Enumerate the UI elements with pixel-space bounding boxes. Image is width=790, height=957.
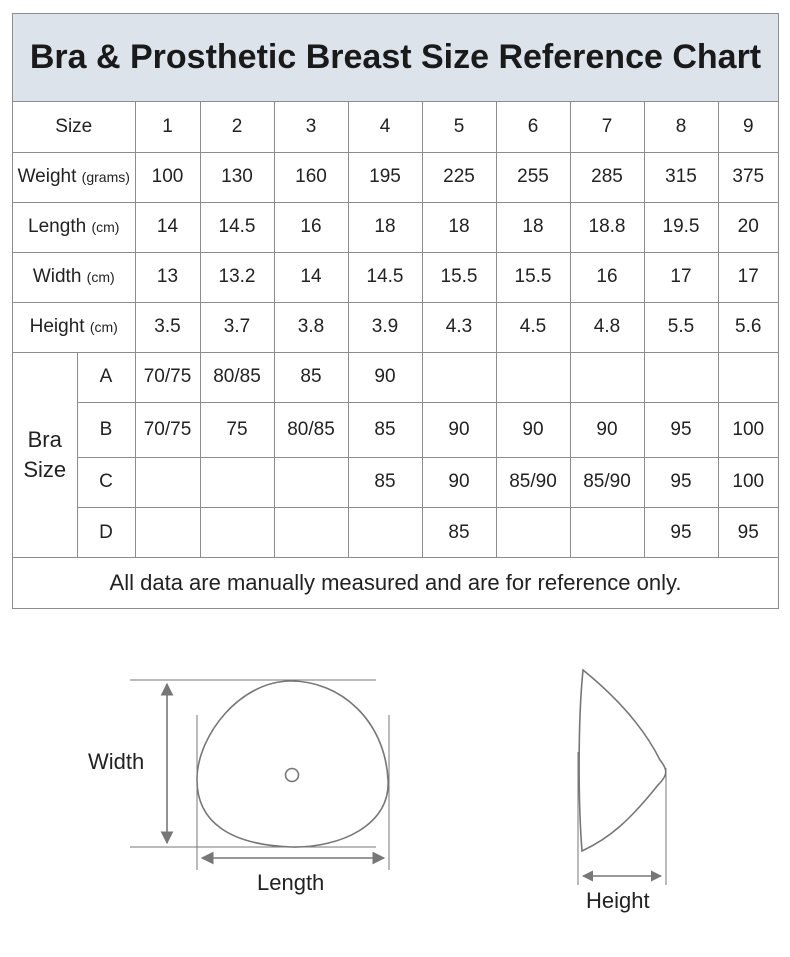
table-cell: 100	[718, 402, 778, 457]
table-cell: 20	[718, 202, 778, 252]
length-label: Length	[257, 870, 325, 895]
table-cell: 95	[644, 457, 718, 507]
height-label: Height	[586, 888, 650, 913]
table-cell: 95	[644, 402, 718, 457]
table-cell: 195	[348, 152, 422, 202]
table-cell: 70/75	[135, 402, 200, 457]
cup-label: A	[77, 352, 135, 402]
table-cell: 16	[570, 252, 644, 302]
table-cell: 5.6	[718, 302, 778, 352]
table-cell: 14.5	[200, 202, 274, 252]
table-cell: 18	[496, 202, 570, 252]
size-header-cell: 1	[135, 102, 200, 152]
prosthesis-side-outline	[579, 670, 666, 851]
table-cell: 90	[422, 457, 496, 507]
size-header-cell: 3	[274, 102, 348, 152]
row-unit-text: (cm)	[91, 219, 120, 235]
table-cell: 85/90	[570, 457, 644, 507]
table-cell: 3.9	[348, 302, 422, 352]
table-cell: 95	[718, 507, 778, 558]
table-cell: 15.5	[496, 252, 570, 302]
cup-label: C	[77, 457, 135, 507]
size-header-cell: 2	[200, 102, 274, 152]
size-header-cell: 9	[718, 102, 778, 152]
table-cell: 70/75	[135, 352, 200, 402]
table-cell: 4.3	[422, 302, 496, 352]
table-cell: 18.8	[570, 202, 644, 252]
table-cell: 100	[135, 152, 200, 202]
table-cell: 160	[274, 152, 348, 202]
table-cell: 19.5	[644, 202, 718, 252]
row-label-text: Width	[32, 266, 82, 287]
size-header-cell: 7	[570, 102, 644, 152]
table-cell: 90	[570, 402, 644, 457]
table-cell: 18	[348, 202, 422, 252]
table-cell: 255	[496, 152, 570, 202]
table-cell: 375	[718, 152, 778, 202]
table-cell: 17	[644, 252, 718, 302]
table-cell: 4.5	[496, 302, 570, 352]
footnote: All data are manually measured and are for reference only.	[13, 557, 778, 608]
table-cell: 18	[422, 202, 496, 252]
chart-title: Bra & Prosthetic Breast Size Reference Chart	[29, 38, 762, 76]
table-cell: 5.5	[644, 302, 718, 352]
front-view-diagram	[130, 680, 389, 870]
size-header-cell: 5	[422, 102, 496, 152]
bra-size-label-line2: Size	[23, 457, 67, 482]
table-cell: 16	[274, 202, 348, 252]
table-cell: 85	[274, 352, 348, 402]
cup-label: B	[77, 402, 135, 457]
table-cell: 4.8	[570, 302, 644, 352]
row-label-text: Height	[29, 316, 85, 337]
row-unit-text: (grams)	[81, 169, 130, 185]
table-cell: 85	[348, 402, 422, 457]
table-cell: 85	[422, 507, 496, 558]
table-cell: 13.2	[200, 252, 274, 302]
size-row-label: Size	[13, 102, 135, 152]
row-label-text: Weight	[17, 166, 77, 187]
table-cell: 3.7	[200, 302, 274, 352]
width-label: Width	[88, 749, 145, 774]
table-cell: 285	[570, 152, 644, 202]
table-cell: 225	[422, 152, 496, 202]
table-cell: 315	[644, 152, 718, 202]
size-header-cell: 6	[496, 102, 570, 152]
table-cell: 17	[718, 252, 778, 302]
size-header-cell: 8	[644, 102, 718, 152]
row-label-text: Length	[28, 216, 87, 237]
cup-label: D	[77, 507, 135, 558]
row-unit-text: (cm)	[86, 269, 115, 285]
bra-size-label-line1: Bra	[27, 427, 62, 452]
size-header-cell: 4	[348, 102, 422, 152]
table-cell: 90	[348, 352, 422, 402]
table-cell: 90	[496, 402, 570, 457]
prosthesis-front-outline	[197, 681, 388, 847]
table-cell: 100	[718, 457, 778, 507]
table-cell: 85/90	[496, 457, 570, 507]
row-unit-text: (cm)	[89, 319, 118, 335]
table-cell: 75	[200, 402, 274, 457]
table-cell: 13	[135, 252, 200, 302]
table-cell: 130	[200, 152, 274, 202]
table-cell: 80/85	[274, 402, 348, 457]
table-cell: 15.5	[422, 252, 496, 302]
table-cell: 14	[274, 252, 348, 302]
table-cell: 14	[135, 202, 200, 252]
table-cell: 85	[348, 457, 422, 507]
side-view-diagram	[578, 670, 666, 885]
table-cell: 80/85	[200, 352, 274, 402]
table-cell: 14.5	[348, 252, 422, 302]
table-cell: 95	[644, 507, 718, 558]
table-cell: 3.8	[274, 302, 348, 352]
table-cell: 3.5	[135, 302, 200, 352]
nipple-mark	[286, 769, 299, 782]
table-cell: 90	[422, 402, 496, 457]
